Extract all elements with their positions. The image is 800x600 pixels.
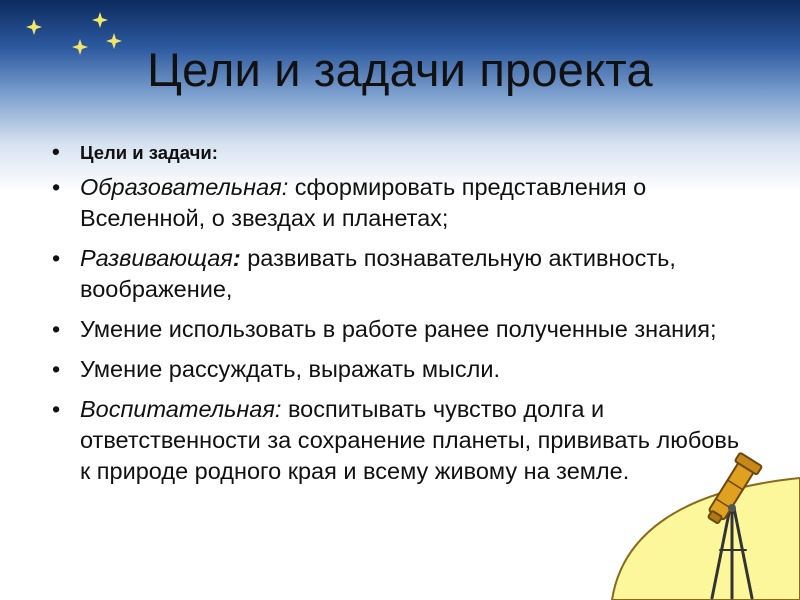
list-item-colon: : — [232, 245, 241, 271]
bullet-list — [52, 140, 742, 496]
list-item-lead: Образовательная: — [80, 174, 289, 200]
list-item — [52, 243, 742, 305]
bullet-icon: • — [52, 356, 61, 382]
list-item-text: Умение рассуждать, выражать мысли. — [80, 356, 500, 382]
list-item — [52, 394, 742, 487]
list-item-text: воспитывать чувство долга и ответственности за сохранение планеты, прививать любовь к природе родного края и всему живому на земле. — [80, 396, 740, 484]
list-item — [52, 354, 742, 385]
list-item-lead: Развивающая — [80, 245, 233, 271]
bullet-icon: • — [52, 174, 61, 200]
list-item — [52, 172, 742, 234]
bullet-icon: • — [52, 245, 61, 271]
list-item — [52, 314, 742, 345]
list-item-text: сформировать представления о Вселенной, о звездах и планетах; — [80, 174, 647, 231]
list-item-text: Цели и задачи: — [80, 142, 218, 163]
list-item-text: развивать познавательную активность, воображение, — [80, 245, 676, 302]
list-item-text: Умение использовать в работе ранее полученные знания; — [80, 316, 717, 342]
list-item-lead: Воспитательная: — [80, 396, 282, 422]
list-item — [52, 140, 742, 166]
bullet-icon: • — [52, 316, 61, 342]
bullet-icon: • — [52, 396, 61, 422]
slide-title: Цели и задачи проекта — [147, 43, 653, 96]
bullet-icon: • — [52, 139, 60, 164]
